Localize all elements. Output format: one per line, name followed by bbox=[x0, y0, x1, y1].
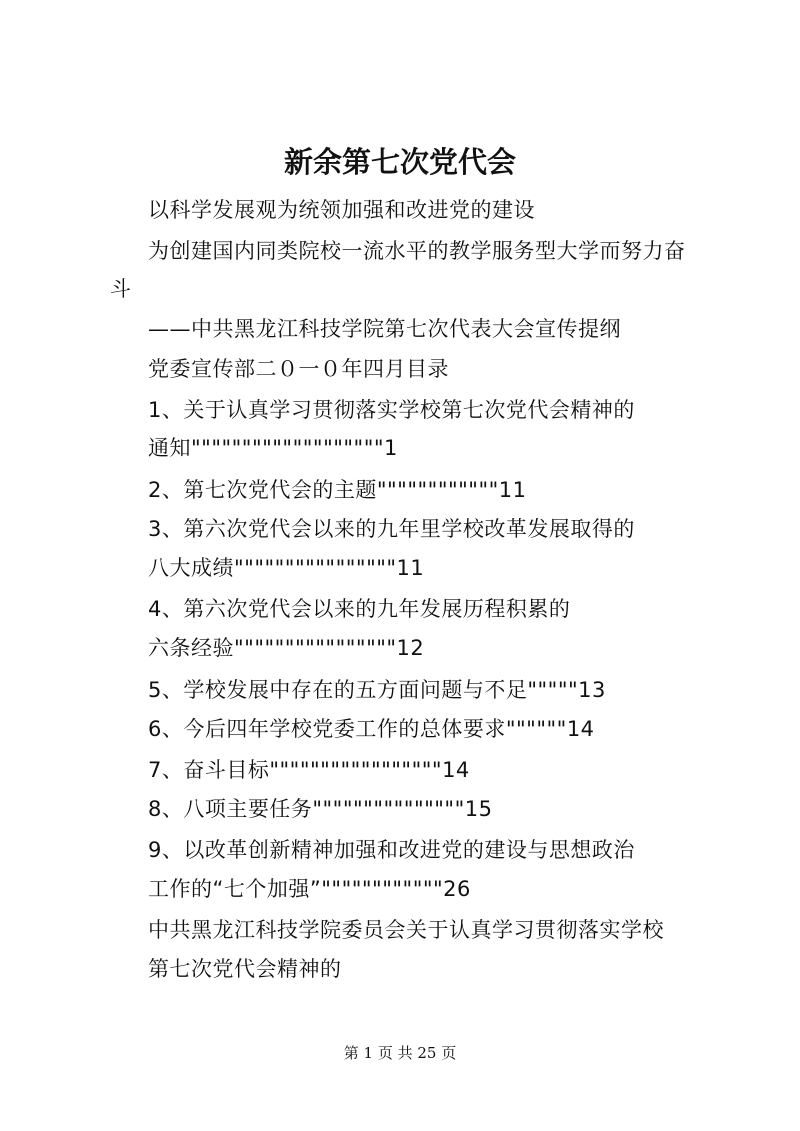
toc-entry: 9、以改革创新精神加强和改进党的建设与思想政治 bbox=[148, 838, 635, 862]
toc-entry: 4、第六次党代会以来的九年发展历程积累的 bbox=[148, 597, 571, 621]
toc-entry: 1、关于认真学习贯彻落实学校第七次党代会精神的 bbox=[148, 398, 635, 422]
body-line: 中共黑龙江科技学院委员会关于认真学习贯彻落实学校 bbox=[148, 918, 664, 942]
document-title: 新余第七次党代会 bbox=[283, 145, 516, 179]
toc-entry: 7、奋斗目标"""""""""""""""""14 bbox=[148, 758, 470, 782]
toc-entry: 8、八项主要任务"""""""""""""""15 bbox=[148, 797, 493, 821]
body-line: 斗 bbox=[110, 277, 132, 301]
toc-entry: 工作的“七个加强”""""""""""""26 bbox=[148, 877, 471, 901]
body-line: ——中共黑龙江科技学院第七次代表大会宣传提纲 bbox=[148, 317, 621, 341]
toc-entry: 6、今后四年学校党委工作的总体要求""""""14 bbox=[148, 717, 595, 741]
toc-entry: 5、学校发展中存在的五方面问题与不足"""""13 bbox=[148, 678, 606, 702]
toc-entry: 通知"""""""""""""""""""1 bbox=[148, 436, 398, 460]
toc-entry: 八大成绩""""""""""""""""11 bbox=[148, 556, 425, 580]
body-line: 党委宣传部二０一０年四月目录 bbox=[148, 357, 449, 381]
body-line: 第七次党代会精神的 bbox=[148, 957, 342, 981]
page-number-footer: 第 1 页 共 25 页 bbox=[343, 1044, 457, 1062]
body-line: 以科学发展观为统领加强和改进党的建设 bbox=[148, 198, 535, 222]
toc-entry: 2、第七次党代会的主题""""""""""""11 bbox=[148, 478, 527, 502]
toc-entry: 六条经验""""""""""""""""12 bbox=[148, 636, 425, 660]
toc-entry: 3、第六次党代会以来的九年里学校改革发展取得的 bbox=[148, 517, 635, 541]
body-line: 为创建国内同类院校一流水平的教学服务型大学而努力奋 bbox=[148, 239, 686, 263]
